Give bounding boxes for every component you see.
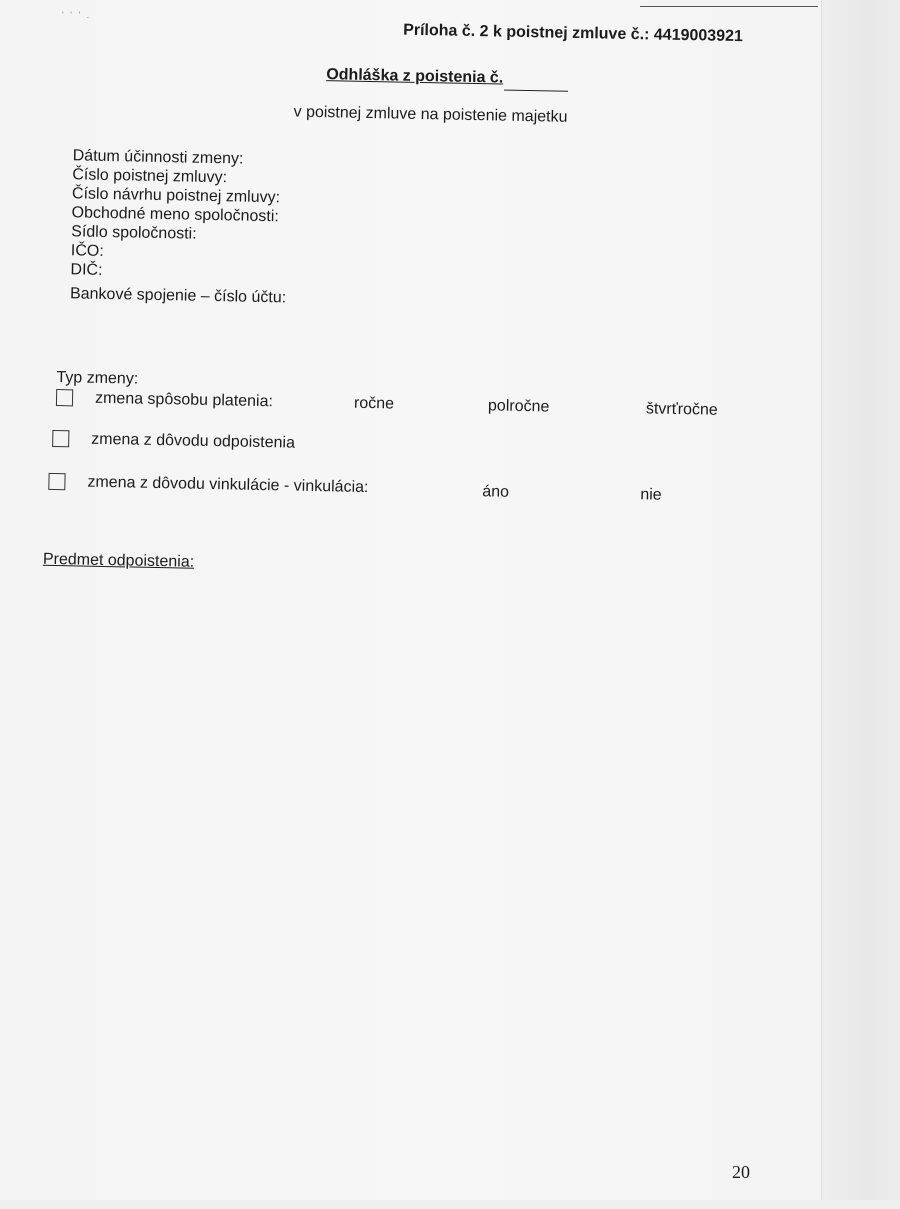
field-contract-number: Číslo poistnej zmluvy: (72, 166, 228, 187)
field-company-name: Obchodné meno spoločnosti: (71, 204, 279, 226)
payment-option-quarterly: štvrťročne (645, 400, 718, 419)
subject-label: Predmet odpoistenia: (42, 550, 195, 571)
field-dic: DIČ: (70, 261, 103, 279)
cancellation-change-label: zmena z dôvodu odpoistenia (91, 430, 296, 452)
document-header: Príloha č. 2 k poistnej zmluve č.: 4419003921 (403, 21, 744, 46)
payment-change-checkbox[interactable] (56, 389, 73, 406)
change-type-label: Typ zmeny: (56, 369, 139, 388)
field-company-seat: Sídlo spoločnosti: (71, 223, 197, 243)
scan-specks: ' ' ' . (62, 10, 92, 20)
vinculation-change-label: zmena z dôvodu vinkulácie - vinkulácia: (87, 473, 369, 497)
vinculation-change-checkbox[interactable] (48, 473, 65, 490)
payment-option-semiannual: polročne (487, 397, 550, 416)
payment-option-annual: ročne (353, 394, 395, 413)
document-title: Odhláška z poistenia č. (326, 66, 504, 87)
document-subtitle: v poistnej zmluve na poistenie majetku (293, 103, 568, 126)
field-proposal-number: Číslo návrhu poistnej zmluvy: (71, 185, 281, 207)
field-ico: IČO: (70, 242, 104, 260)
cancellation-change-checkbox[interactable] (52, 430, 69, 447)
title-fill-line (504, 90, 568, 92)
field-bank-account: Bankové spojenie – číslo účtu: (69, 285, 287, 307)
page-number: 20 (732, 1162, 750, 1182)
vinculation-option-yes: áno (482, 483, 510, 501)
vinculation-option-no: nie (640, 486, 662, 504)
payment-change-label: zmena spôsobu platenia: (94, 389, 274, 411)
field-effective-date: Dátum účinnosti zmeny: (72, 147, 244, 168)
